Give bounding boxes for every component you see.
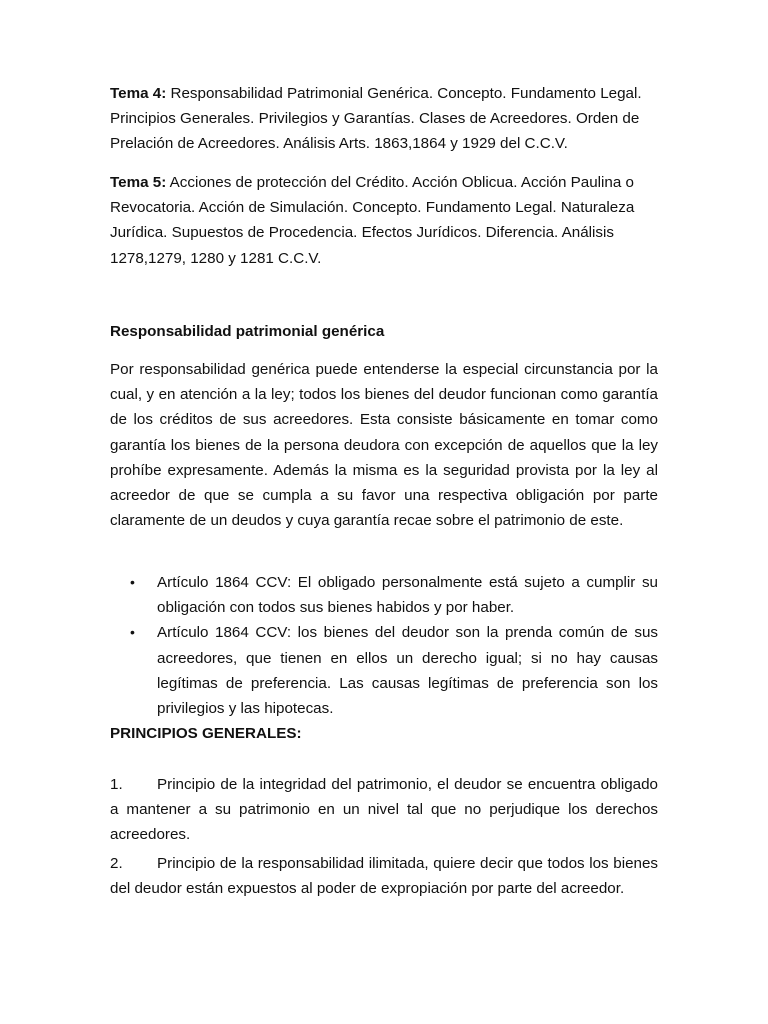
intro-paragraph: Por responsabilidad genérica puede entenderse la especial circunstancia por la cual, y en atención a la ley; todos los bienes del deudor funcionan como garantía de los créditos de sus acreedores. Esta consiste básicamente en tomar como garantía los bienes de la persona deudora con excepción de aquellos que la ley prohíbe expresamente. Además la misma es la seguridad provista por la ley al acreedor de que se cumpla a su favor una respectiva obligación por parte claramente de un deudos y cuya garantía recae sobre el patrimonio de este. [110,361,658,530]
article-bullet-list [110,570,658,721]
principle-item [110,851,658,901]
principios-heading: PRINCIPIOS GENERALES: [110,725,302,742]
bullet-symbol: • [130,574,135,590]
principles-list [110,772,658,904]
tema-5-paragraph [110,170,658,271]
tema-5-text: Acciones de protección del Crédito. Acción Oblicua. Acción Paulina o Revocatoria. Acción de Simulación. Concepto. Fundamento Legal. Naturaleza Jurídica. Supuestos de Procedencia. Efectos Jurídicos. Diferencia. Análisis 1278,1279, 1280 y 1281 C.C.V. [110,174,635,267]
tema-4-text: Responsabilidad Patrimonial Genérica. Concepto. Fundamento Legal. Principios Generales. Privilegios y Garantías. Clases de Acreedores. Orden de Prelación de Acreedores. Análisis Arts. 1863,1864 y 1929 del C.C.V. [110,85,642,153]
tema-5-label: Tema 5: [110,174,167,191]
bullet-item [110,620,658,721]
tema-4-paragraph [110,81,658,157]
principle-text: Principio de la integridad del patrimonio, el deudor se encuentra obligado a mantener a su patrimonio en un nivel tal que no perjudique los derechos acreedores. [110,776,658,844]
principle-number: 1. [110,776,123,793]
principle-item [110,772,658,848]
principle-number: 2. [110,854,123,872]
bullet-item [110,570,658,620]
section-heading: Responsabilidad patrimonial genérica [110,323,385,340]
bullet-text: Artículo 1864 CCV: El obligado personalmente está sujeto a cumplir su obligación con todos sus bienes habidos y por haber. [157,574,658,617]
tema-4-label: Tema 4: [110,85,167,102]
principle-text: Principio de la responsabilidad ilimitada, quiere decir que todos los bienes del deudor están expuestos al poder de expropiación por parte del acreedor. [110,854,658,897]
bullet-text: Artículo 1864 CCV: los bienes del deudor son la prenda común de sus acreedores, que tienen en ellos un derecho igual; si no hay causas legítimas de preferencia. Las causas legítimas de preferencia son los privilegios y las hipotecas. [157,624,658,718]
bullet-symbol: • [130,624,135,641]
